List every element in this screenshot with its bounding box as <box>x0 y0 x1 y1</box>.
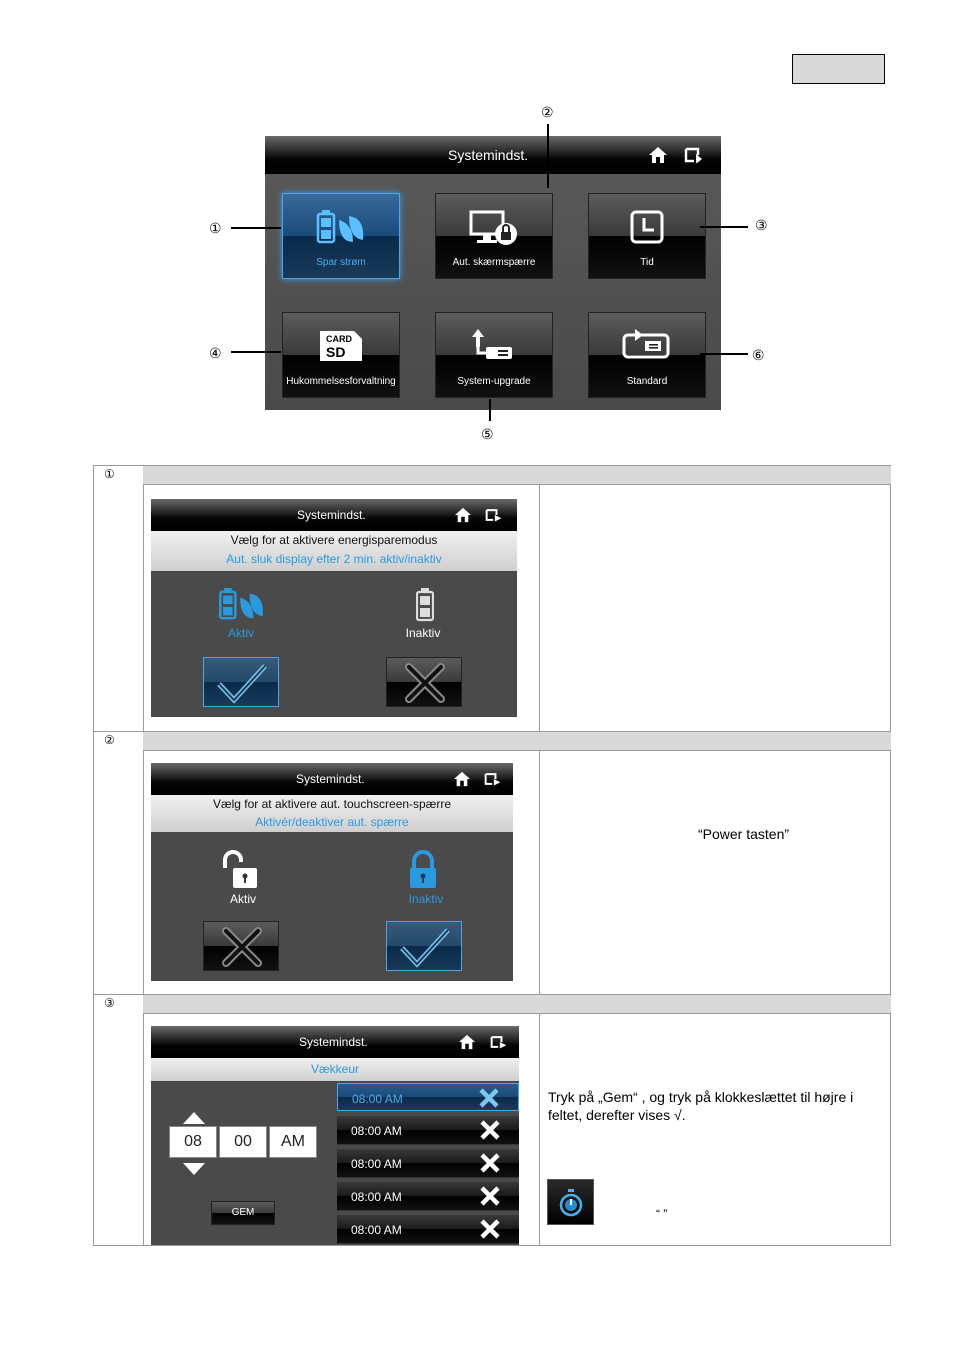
clock-icon <box>630 210 664 244</box>
sd-card-icon <box>318 329 364 363</box>
close-icon[interactable] <box>478 1087 500 1109</box>
callout-6: ⑥ <box>752 347 765 363</box>
alarm-row[interactable] <box>337 1116 519 1145</box>
confirm-button[interactable] <box>386 921 462 971</box>
arrow-up-icon[interactable] <box>183 1112 205 1124</box>
table-inner-divider <box>539 484 540 1246</box>
info-line-1: Vælg for at aktivere energisparemodus <box>230 533 438 547</box>
screen-title: Systemindst. <box>297 508 366 522</box>
back-icon[interactable] <box>485 508 503 522</box>
callout-1: ① <box>209 220 222 236</box>
tile-auto-screen-lock[interactable] <box>435 193 553 279</box>
tile-memory-management[interactable] <box>282 312 400 398</box>
cancel-button[interactable] <box>203 921 279 971</box>
back-icon[interactable] <box>684 147 706 163</box>
callout-line-3 <box>700 226 748 228</box>
screen-lock-screen <box>151 763 513 981</box>
row-head-3 <box>143 994 891 1014</box>
tile-label: Tid <box>640 257 654 268</box>
tile-label: System-upgrade <box>457 376 531 387</box>
alarm-time: 08:00 AM <box>352 1092 403 1106</box>
lock-icon <box>408 850 438 890</box>
minute-field[interactable]: 00 <box>219 1126 267 1158</box>
callout-line-6 <box>700 353 748 355</box>
callout-line-2 <box>547 124 549 188</box>
option-inactive-label: Inaktiv <box>405 626 441 640</box>
tile-label: Aut. skærmspærre <box>452 257 536 268</box>
title-bar <box>151 763 513 795</box>
screen-title: Systemindst. <box>448 147 529 163</box>
callout-4: ④ <box>209 345 222 361</box>
info-line-2: Aktivér/deaktiver aut. spærre <box>255 815 409 829</box>
option-active-label: Aktiv <box>229 892 256 906</box>
main-settings-screen <box>265 136 721 410</box>
check-icon <box>216 662 268 704</box>
alarm-time: 08:00 AM <box>351 1190 402 1204</box>
info-band <box>151 795 513 832</box>
close-icon[interactable] <box>479 1119 501 1141</box>
alarm-time: 08:00 AM <box>351 1124 402 1138</box>
alarm-time: 08:00 AM <box>351 1157 402 1171</box>
alarm-row[interactable] <box>337 1083 519 1111</box>
unlock-icon <box>219 850 259 890</box>
home-icon[interactable] <box>454 507 472 523</box>
callout-line-1 <box>231 227 281 229</box>
home-icon[interactable] <box>648 146 668 164</box>
tile-label: Spar strøm <box>316 257 366 268</box>
screen-title: Systemindst. <box>296 772 365 786</box>
close-icon[interactable] <box>479 1152 501 1174</box>
timer-button[interactable] <box>547 1179 594 1225</box>
callout-line-4 <box>231 351 281 353</box>
stopwatch-icon <box>559 1189 583 1217</box>
tile-save-power[interactable] <box>282 193 400 279</box>
sd-icon-bottom-text: SD <box>326 344 346 360</box>
home-icon[interactable] <box>458 1034 476 1050</box>
alarm-row[interactable] <box>337 1149 519 1178</box>
back-icon[interactable] <box>490 1035 508 1049</box>
option-active-label: Aktiv <box>227 626 254 640</box>
option-inactive-label: Inaktiv <box>408 892 444 906</box>
save-button[interactable]: GEM <box>211 1201 275 1225</box>
callout-2: ② <box>541 104 554 120</box>
arrow-down-icon[interactable] <box>183 1163 205 1175</box>
title-bar <box>265 136 721 174</box>
callout-line-5 <box>489 399 491 421</box>
close-icon[interactable] <box>479 1185 501 1207</box>
confirm-button[interactable] <box>203 657 279 707</box>
alarm-clock-screen <box>151 1026 519 1245</box>
upgrade-icon <box>472 329 516 363</box>
language-box <box>792 54 885 84</box>
tile-time[interactable] <box>588 193 706 279</box>
row-head-2 <box>143 731 891 751</box>
info-band <box>151 1058 519 1081</box>
cancel-button[interactable] <box>386 657 462 707</box>
close-icon <box>222 927 262 967</box>
title-bar <box>151 1026 519 1058</box>
alarm-row[interactable] <box>337 1215 519 1244</box>
alarm-time: 08:00 AM <box>351 1223 402 1237</box>
power-save-screen <box>151 499 517 717</box>
screen-title: Systemindst. <box>299 1035 368 1049</box>
sd-icon-top-text: CARD <box>326 334 352 344</box>
info-line-2: Aut. sluk display efter 2 min. aktiv/inaktiv <box>226 552 442 566</box>
battery-icon <box>416 588 434 622</box>
callout-3: ③ <box>755 217 768 233</box>
ampm-field[interactable]: AM <box>269 1126 317 1158</box>
tile-system-upgrade[interactable] <box>435 312 553 398</box>
title-bar <box>151 499 517 531</box>
tile-label: Standard <box>626 376 668 387</box>
check-icon <box>399 926 451 968</box>
info-band <box>151 531 517 571</box>
tile-standard[interactable] <box>588 312 706 398</box>
alarm-instructions: Tryk på „Gem“ , og tryk på klokkeslættet til højre i feltet, derefter vises √. <box>548 1089 854 1123</box>
reset-icon <box>621 329 673 361</box>
hour-field[interactable]: 08 <box>169 1126 217 1158</box>
row-number-1: ① <box>104 467 115 481</box>
back-icon[interactable] <box>484 772 502 786</box>
monitor-lock-icon <box>469 210 519 246</box>
tile-label: Hukommelsesforvaltning <box>286 376 396 387</box>
power-key-text: “Power tasten” <box>698 826 790 842</box>
battery-leaf-icon <box>315 210 367 246</box>
alarm-band-label: Vækkeur <box>310 1062 360 1076</box>
battery-leaf-icon <box>217 588 267 622</box>
row-head-1 <box>143 465 891 485</box>
table-column-divider <box>143 465 144 1246</box>
info-line-1: Vælg for at aktivere aut. touchscreen-spærre <box>212 797 452 811</box>
row-number-3: ③ <box>104 996 115 1010</box>
close-icon <box>405 663 445 703</box>
home-icon[interactable] <box>453 771 471 787</box>
callout-5: ⑤ <box>481 426 494 442</box>
row-number-2: ② <box>104 733 115 747</box>
quote-marks: “ ” <box>656 1207 668 1221</box>
close-icon[interactable] <box>479 1218 501 1240</box>
alarm-row[interactable] <box>337 1182 519 1211</box>
